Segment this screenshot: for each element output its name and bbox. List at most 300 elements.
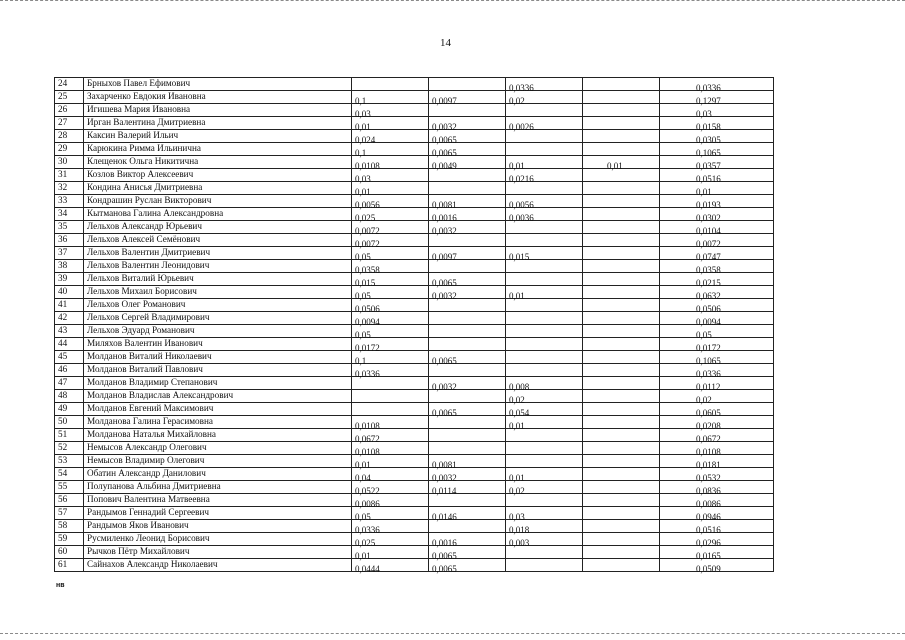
person-name: Лельхов Александр Юрьевич	[84, 221, 352, 234]
row-number: 41	[55, 299, 84, 312]
value-cell	[583, 91, 660, 104]
value-cell	[583, 78, 660, 91]
person-name: Обатин Александр Данилович	[84, 468, 352, 481]
person-name: Молданов Виталий Павлович	[84, 364, 352, 377]
cell-value: 0,0336	[696, 368, 721, 379]
value-cell	[429, 195, 506, 208]
cell-value: 0,0032	[432, 225, 457, 236]
value-cell	[583, 247, 660, 260]
person-name: Лельхов Сергей Владимирович	[84, 312, 352, 325]
row-number: 55	[55, 481, 84, 494]
person-name: Миляхов Валентин Иванович	[84, 338, 352, 351]
cell-value: 0,0065	[432, 563, 457, 574]
table-row	[55, 156, 774, 169]
table-row	[55, 130, 774, 143]
cell-value: 0,01	[696, 186, 712, 197]
table-row	[55, 520, 774, 533]
value-cell	[583, 377, 660, 390]
cell-value: 0,0032	[432, 472, 457, 483]
value-cell	[583, 130, 660, 143]
person-name: Лельхов Олег Романович	[84, 299, 352, 312]
cell-value: 0,03	[696, 108, 712, 119]
person-name: Рычков Пётр Михайлович	[84, 546, 352, 559]
table-row	[55, 494, 774, 507]
cell-value: 0,05	[696, 329, 712, 340]
cell-value: 0,054	[509, 407, 530, 418]
value-cell	[583, 559, 660, 572]
cell-value: 0,0672	[355, 433, 380, 444]
cell-value: 0,0215	[696, 277, 721, 288]
table-row	[55, 260, 774, 273]
row-number: 42	[55, 312, 84, 325]
value-cell	[429, 533, 506, 546]
value-cell	[583, 143, 660, 156]
cell-value: 0,0336	[509, 82, 534, 93]
cell-value: 0,0108	[355, 160, 380, 171]
row-number: 44	[55, 338, 84, 351]
value-cell	[583, 104, 660, 117]
cell-value: 0,0036	[509, 212, 534, 223]
value-cell	[429, 273, 506, 286]
table-row	[55, 143, 774, 156]
value-cell	[583, 156, 660, 169]
value-cell	[583, 416, 660, 429]
person-name: Русмиленко Леонид Борисович	[84, 533, 352, 546]
cell-value: 0,0016	[432, 537, 457, 548]
value-cell	[429, 507, 506, 520]
table-row	[55, 104, 774, 117]
value-cell	[583, 494, 660, 507]
person-name: Молданова Галина Герасимовна	[84, 416, 352, 429]
value-cell	[506, 156, 583, 169]
cell-value: 0,0086	[696, 498, 721, 509]
row-number: 51	[55, 429, 84, 442]
row-number: 30	[55, 156, 84, 169]
table-row	[55, 221, 774, 234]
row-number: 27	[55, 117, 84, 130]
value-cell	[429, 338, 506, 351]
value-cell	[583, 299, 660, 312]
cell-value: 0,1297	[696, 95, 721, 106]
cell-value: 0,025	[355, 537, 376, 548]
value-cell	[506, 234, 583, 247]
cell-value: 0,05	[355, 251, 371, 262]
cell-value: 0,05	[355, 290, 371, 301]
person-name: Сайнахов Александр Николаевич	[84, 559, 352, 572]
person-name: Брныхов Павел Ефимович	[84, 78, 352, 91]
value-cell	[583, 533, 660, 546]
cell-value: 0,1	[355, 355, 367, 366]
value-cell	[583, 286, 660, 299]
cell-value: 0,05	[355, 511, 371, 522]
cell-value: 0,01	[509, 290, 525, 301]
cell-value: 0,0747	[696, 251, 721, 262]
person-name: Молданова Наталья Михайловна	[84, 429, 352, 442]
cell-value: 0,0336	[696, 82, 721, 93]
cell-value: 0,0336	[355, 524, 380, 535]
row-number: 57	[55, 507, 84, 520]
table-row	[55, 429, 774, 442]
cell-value: 0,0509	[696, 563, 721, 574]
cell-value: 0,0532	[696, 472, 721, 483]
table-row	[55, 533, 774, 546]
total-cell	[660, 117, 774, 130]
value-cell	[583, 208, 660, 221]
cell-value: 0,1	[355, 147, 367, 158]
row-number: 52	[55, 442, 84, 455]
person-name: Лельхов Алексей Семёнович	[84, 234, 352, 247]
row-number: 60	[55, 546, 84, 559]
row-number: 33	[55, 195, 84, 208]
value-cell	[583, 351, 660, 364]
person-name: Молданов Владислав Александрович	[84, 390, 352, 403]
value-cell	[429, 455, 506, 468]
cell-value: 0,03	[355, 108, 371, 119]
row-number: 43	[55, 325, 84, 338]
value-cell	[352, 91, 429, 104]
value-cell	[506, 325, 583, 338]
value-cell	[583, 325, 660, 338]
table-row	[55, 247, 774, 260]
total-cell	[660, 403, 774, 416]
table-row	[55, 546, 774, 559]
cell-value: 0,1	[355, 95, 367, 106]
table-row	[55, 403, 774, 416]
value-cell	[583, 507, 660, 520]
value-cell	[583, 234, 660, 247]
cell-value: 0,0056	[355, 199, 380, 210]
cell-value: 0,0108	[696, 446, 721, 457]
cell-value: 0,0097	[432, 95, 457, 106]
cell-value: 0,0108	[355, 420, 380, 431]
table-row	[55, 364, 774, 377]
value-cell	[506, 455, 583, 468]
table-row	[55, 273, 774, 286]
cell-value: 0,0516	[696, 173, 721, 184]
person-name: Кытманова Галина Александровна	[84, 208, 352, 221]
cell-value: 0,0506	[696, 303, 721, 314]
cell-value: 0,0193	[696, 199, 721, 210]
cell-value: 0,0065	[432, 407, 457, 418]
value-cell	[429, 78, 506, 91]
cell-value: 0,0522	[355, 485, 380, 496]
value-cell	[352, 403, 429, 416]
cell-value: 0,01	[509, 160, 525, 171]
value-cell	[429, 182, 506, 195]
row-number: 54	[55, 468, 84, 481]
cell-value: 0,0632	[696, 290, 721, 301]
table-row	[55, 455, 774, 468]
person-name: Лельхов Михаил Борисович	[84, 286, 352, 299]
cell-value: 0,0216	[509, 173, 534, 184]
cell-value: 0,01	[355, 459, 371, 470]
value-cell	[429, 325, 506, 338]
row-number: 40	[55, 286, 84, 299]
cell-value: 0,0208	[696, 420, 721, 431]
table-row	[55, 78, 774, 91]
value-cell	[583, 338, 660, 351]
value-cell	[429, 403, 506, 416]
table-row	[55, 468, 774, 481]
cell-value: 0,05	[355, 329, 371, 340]
cell-value: 0,0172	[355, 342, 380, 353]
cell-value: 0,0072	[696, 238, 721, 249]
value-cell	[429, 312, 506, 325]
scan-top-edge	[0, 0, 905, 4]
row-number: 26	[55, 104, 84, 117]
row-number: 34	[55, 208, 84, 221]
value-cell	[429, 247, 506, 260]
value-cell	[583, 182, 660, 195]
cell-value: 0,015	[355, 277, 376, 288]
cell-value: 0,0086	[355, 498, 380, 509]
row-number: 31	[55, 169, 84, 182]
cell-value: 0,0065	[432, 147, 457, 158]
cell-value: 0,0181	[696, 459, 721, 470]
value-cell	[583, 117, 660, 130]
cell-value: 0,0094	[696, 316, 721, 327]
person-name: Попович Валентина Матвеевна	[84, 494, 352, 507]
cell-value: 0,0108	[355, 446, 380, 457]
cell-value: 0,0097	[432, 251, 457, 262]
row-number: 24	[55, 78, 84, 91]
value-cell	[429, 442, 506, 455]
cell-value: 0,02	[509, 394, 525, 405]
row-number: 50	[55, 416, 84, 429]
cell-value: 0,0605	[696, 407, 721, 418]
person-name: Лельхов Валентин Дмитриевич	[84, 247, 352, 260]
cell-value: 0,0065	[432, 550, 457, 561]
cell-value: 0,0112	[696, 381, 721, 392]
cell-value: 0,0065	[432, 134, 457, 145]
cell-value: 0,0172	[696, 342, 721, 353]
person-name: Козлов Виктор Алексеевич	[84, 169, 352, 182]
cell-value: 0,1065	[696, 147, 721, 158]
value-cell	[429, 351, 506, 364]
cell-value: 0,0444	[355, 563, 380, 574]
data-table	[54, 77, 774, 572]
value-cell	[429, 91, 506, 104]
table-row	[55, 351, 774, 364]
value-cell	[506, 195, 583, 208]
value-cell	[506, 286, 583, 299]
table-row	[55, 234, 774, 247]
person-name: Молданов Евгений Максимович	[84, 403, 352, 416]
table-row	[55, 182, 774, 195]
person-name: Рандымов Геннадий Сергеевич	[84, 507, 352, 520]
row-number: 25	[55, 91, 84, 104]
row-number: 32	[55, 182, 84, 195]
cell-value: 0,0065	[432, 355, 457, 366]
cell-value: 0,0026	[509, 121, 534, 132]
value-cell	[429, 377, 506, 390]
cell-value: 0,025	[355, 212, 376, 223]
cell-value: 0,0302	[696, 212, 721, 223]
value-cell	[583, 221, 660, 234]
row-number: 49	[55, 403, 84, 416]
cell-value: 0,0165	[696, 550, 721, 561]
value-cell	[583, 546, 660, 559]
value-cell	[352, 78, 429, 91]
value-cell	[583, 455, 660, 468]
total-cell	[660, 78, 774, 91]
cell-value: 0,0094	[355, 316, 380, 327]
person-name: Ирган Валентина Дмитриевна	[84, 117, 352, 130]
cell-value: 0,03	[355, 173, 371, 184]
cell-value: 0,0081	[432, 459, 457, 470]
person-name: Кондина Анисья Дмитриевна	[84, 182, 352, 195]
cell-value: 0,0104	[696, 225, 721, 236]
cell-value: 0,0158	[696, 121, 721, 132]
person-name: Кондрашин Руслан Викторович	[84, 195, 352, 208]
value-cell	[506, 442, 583, 455]
value-cell	[506, 338, 583, 351]
table-row	[55, 390, 774, 403]
cell-value: 0,0836	[696, 485, 721, 496]
table-row	[55, 481, 774, 494]
cell-value: 0,0072	[355, 238, 380, 249]
cell-value: 0,024	[355, 134, 376, 145]
cell-value: 0,018	[509, 524, 530, 535]
value-cell	[506, 507, 583, 520]
value-cell	[506, 247, 583, 260]
row-number: 48	[55, 390, 84, 403]
row-number: 45	[55, 351, 84, 364]
value-cell	[429, 117, 506, 130]
value-cell	[506, 351, 583, 364]
value-cell	[583, 442, 660, 455]
row-number: 35	[55, 221, 84, 234]
person-name: Лельхов Эдуард Романович	[84, 325, 352, 338]
total-cell	[660, 338, 774, 351]
value-cell	[583, 390, 660, 403]
table-row	[55, 559, 774, 572]
cell-value: 0,0336	[355, 368, 380, 379]
table-body	[55, 78, 774, 572]
person-name: Клещенок Ольга Никитична	[84, 156, 352, 169]
row-number: 38	[55, 260, 84, 273]
cell-value: 0,0672	[696, 433, 721, 444]
cell-value: 0,0946	[696, 511, 721, 522]
cell-value: 0,0081	[432, 199, 457, 210]
cell-value: 0,0065	[432, 277, 457, 288]
value-cell	[583, 429, 660, 442]
value-cell	[506, 143, 583, 156]
person-name: Каксин Валерий Ильич	[84, 130, 352, 143]
value-cell	[352, 416, 429, 429]
cell-value: 0,0016	[432, 212, 457, 223]
row-number: 61	[55, 559, 84, 572]
value-cell	[506, 559, 583, 572]
table-row	[55, 377, 774, 390]
cell-value: 0,0516	[696, 524, 721, 535]
table-row	[55, 325, 774, 338]
cell-value: 0,0032	[432, 290, 457, 301]
value-cell	[506, 312, 583, 325]
table-row	[55, 299, 774, 312]
value-cell	[583, 468, 660, 481]
value-cell	[506, 78, 583, 91]
cell-value: 0,0032	[432, 381, 457, 392]
footer-mark: нв	[56, 582, 65, 589]
table-row	[55, 338, 774, 351]
row-number: 28	[55, 130, 84, 143]
table-row	[55, 286, 774, 299]
value-cell	[583, 273, 660, 286]
value-cell	[352, 390, 429, 403]
cell-value: 0,015	[509, 251, 530, 262]
value-cell	[506, 468, 583, 481]
table-row	[55, 312, 774, 325]
cell-value: 0,0305	[696, 134, 721, 145]
value-cell	[506, 364, 583, 377]
cell-value: 0,01	[355, 186, 371, 197]
value-cell	[583, 403, 660, 416]
cell-value: 0,0296	[696, 537, 721, 548]
cell-value: 0,01	[355, 550, 371, 561]
person-name: Молданов Виталий Николаевич	[84, 351, 352, 364]
value-cell	[583, 195, 660, 208]
total-cell	[660, 195, 774, 208]
cell-value: 0,01	[509, 472, 525, 483]
value-cell	[506, 377, 583, 390]
cell-value: 0,0049	[432, 160, 457, 171]
person-name: Рандымов Яков Иванович	[84, 520, 352, 533]
cell-value: 0,0072	[355, 225, 380, 236]
cell-value: 0,1065	[696, 355, 721, 366]
row-number: 58	[55, 520, 84, 533]
cell-value: 0,0056	[509, 199, 534, 210]
cell-value: 0,0358	[355, 264, 380, 275]
person-name: Полупанова Альбина Дмитриевна	[84, 481, 352, 494]
cell-value: 0,003	[509, 537, 530, 548]
value-cell	[583, 312, 660, 325]
value-cell	[506, 117, 583, 130]
table-row	[55, 442, 774, 455]
row-number: 53	[55, 455, 84, 468]
table-row	[55, 507, 774, 520]
value-cell	[429, 429, 506, 442]
cell-value: 0,01	[355, 121, 371, 132]
row-number: 29	[55, 143, 84, 156]
row-number: 36	[55, 234, 84, 247]
person-name: Немысов Александр Олегович	[84, 442, 352, 455]
person-name: Захарченко Евдокия Ивановна	[84, 91, 352, 104]
cell-value: 0,04	[355, 472, 371, 483]
value-cell	[583, 364, 660, 377]
cell-value: 0,03	[509, 511, 525, 522]
table-row	[55, 195, 774, 208]
row-number: 47	[55, 377, 84, 390]
scan-bottom-edge	[0, 633, 905, 636]
cell-value: 0,02	[509, 95, 525, 106]
value-cell	[583, 260, 660, 273]
page-number: 14	[440, 37, 451, 49]
value-cell	[506, 273, 583, 286]
value-cell	[583, 481, 660, 494]
person-name: Немысов Владимир Олегович	[84, 455, 352, 468]
person-name: Игишева Мария Ивановна	[84, 104, 352, 117]
person-name: Лельхов Виталий Юрьевич	[84, 273, 352, 286]
table-row	[55, 416, 774, 429]
cell-value: 0,0357	[696, 160, 721, 171]
row-number: 37	[55, 247, 84, 260]
value-cell	[583, 520, 660, 533]
person-name: Карюкина Римма Ильинична	[84, 143, 352, 156]
row-number: 39	[55, 273, 84, 286]
cell-value: 0,02	[696, 394, 712, 405]
table-row	[55, 208, 774, 221]
